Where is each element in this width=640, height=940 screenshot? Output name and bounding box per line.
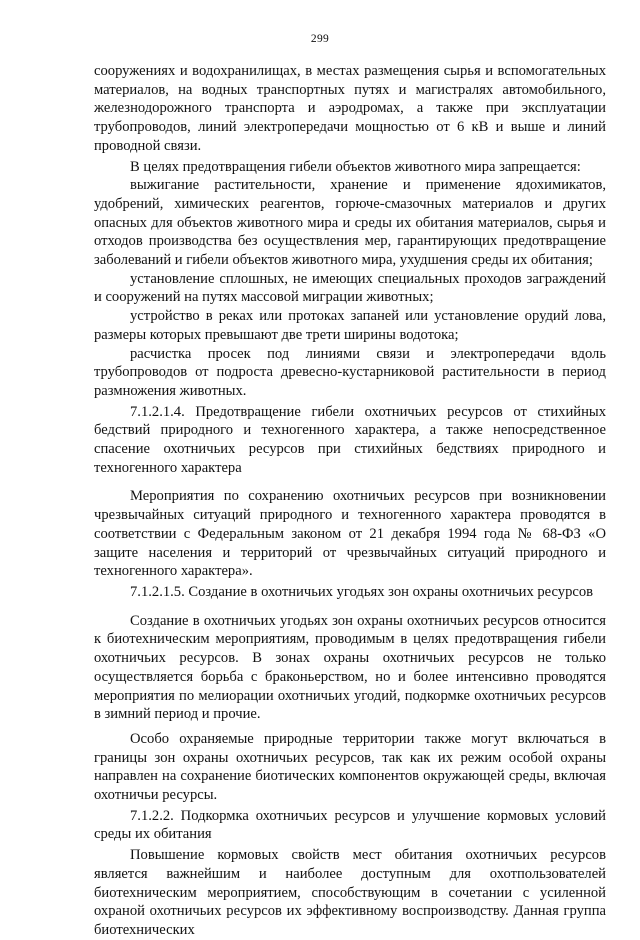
list-item-clearing: расчистка просек под линиями связи и электропередачи вдоль трубопроводов от подроста древесно-кустарниковой растительности в период размножения животных. xyxy=(94,345,606,399)
paragraph-emergency-measures: Мероприятия по сохранению охотничьих ресурсов при возникновении чрезвычайных ситуаций природного и техногенного характера проводятся в соответствии с Федеральным законом от 21 декабря 1994 года № 68-ФЗ «О защите населения и территорий от чрезвычайных ситуаций природного и техногенного характера». xyxy=(94,488,606,580)
section-heading-7-1-2-1-4: 7.1.2.1.4. Предотвращение гибели охотничьих ресурсов от стихийных бедствий природного и техногенного характера, а также непосредственное спасение охотничьих ресурсов при стихийных бедствиях природного и техногенного характера xyxy=(94,403,606,476)
page-number: 299 xyxy=(310,33,330,45)
paragraph-feeding: Повышение кормовых свойств мест обитания охотничьих ресурсов является важнейшим и наиболее доступным для охотпользователей биотехническим мероприятием, способствующим в сочетании с усиленной охраной охотничьих ресурсов их эффективному воспроизводству. Данная группа биотехнических xyxy=(94,847,606,938)
paragraph-prohibitions-intro: В целях предотвращения гибели объектов животного мира запрещается: xyxy=(130,158,581,175)
list-item-river-barriers: устройство в реках или протоках запаней или установление орудий лова, размеры которых превышают две трети ширины водотока; xyxy=(94,308,606,343)
section-heading-7-1-2-2: 7.1.2.2. Подкормка охотничьих ресурсов и улучшение кормовых условий среды их обитания xyxy=(94,807,606,843)
paragraph-protected-territories: Особо охраняемые природные территории также могут включаться в границы зон охраны охотничьих ресурсов, так как их режим особой охраны направлен на сохранение биотических компонентов окружающей среды, включая охотничьи ресурсы. xyxy=(94,730,606,804)
list-item-fencing: установление сплошных, не имеющих специальных проходов заграждений и сооружений на путях массовой миграции животных; xyxy=(94,270,606,306)
paragraph-continuation: сооружениях и водохранилищах, в местах размещения сырья и вспомогательных материалов, на водных транспортных путях и магистралях автомобильного, железнодорожного транспорта и аэродромах, а также при эксплуатации трубопроводов, линий электропередачи мощностью от 6 кВ и выше и линий проводной связи. xyxy=(94,63,606,154)
paragraph-protection-zones: Создание в охотничьих угодьях зон охраны охотничьих ресурсов относится к биотехническим мероприятиям, проводимым в целях предотвращения гибели охотничьих ресурсов. В зонах охраны охотничьих ресурсов не только осуществляется борьба с браконьерством, но и более интенсивно проводятся мероприятия по мелиорации охотничьих угодий, подкормке охотничьих ресурсов в зимний период и прочие. xyxy=(94,612,606,723)
section-heading-7-1-2-1-5: 7.1.2.1.5. Создание в охотничьих угодьях зон охраны охотничьих ресурсов xyxy=(130,583,594,600)
list-item-burning: выжигание растительности, хранение и применение ядохимикатов, удобрений, химических реагентов, горюче-смазочных материалов и других опасных для объектов животного мира и среды их обитания материалов, сырья и отходов производства без осуществления мер, гарантирующих предотвращение заболеваний и гибели объектов животного мира, ухудшения среды их обитания; xyxy=(94,177,606,269)
body-text xyxy=(94,62,606,940)
